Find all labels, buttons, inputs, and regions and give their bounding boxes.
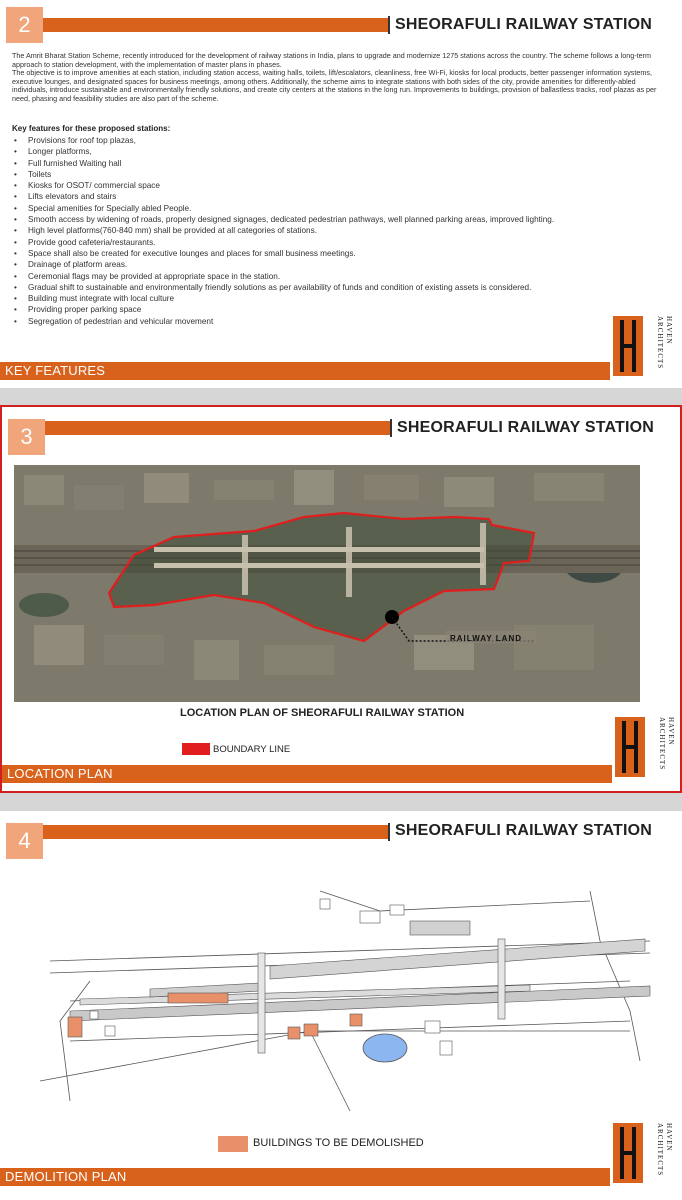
panel-number: 3	[8, 419, 45, 455]
key-features-panel	[0, 0, 682, 388]
list-item: • Providing proper parking space	[14, 304, 634, 315]
footer-bar	[0, 362, 610, 380]
list-item: • Kiosks for OSOT/ commercial space	[14, 180, 634, 191]
list-item: • Segregation of pedestrian and vehicular movement	[14, 316, 634, 327]
demolish-legend-label: BUILDINGS TO BE DEMOLISHED	[253, 1137, 424, 1149]
railway-land-label: RAILWAY LAND	[450, 634, 523, 643]
footer-label: DEMOLITION PLAN	[5, 1169, 127, 1184]
satellite-map	[14, 465, 640, 702]
header-divider	[388, 16, 390, 34]
intro-text	[12, 52, 657, 104]
demolish-legend-swatch	[218, 1136, 248, 1152]
panel-number: 4	[6, 823, 43, 859]
footer-label: LOCATION PLAN	[7, 766, 113, 781]
key-features-heading: Key features for these proposed stations:	[12, 124, 171, 133]
map-caption: LOCATION PLAN OF SHEORAFULI RAILWAY STATION	[180, 707, 465, 719]
intro-paragraph: The objective is to improve amenities at each station, including station access, waiting halls, toilets, lift/escalators, cleanliness, free Wi-Fi, kiosks for local products, better passenger information systems, executive lounges, and designated spaces for business meetings, among others. Additionally, the scheme aims to integrate stations with both sides of the city, provide amenities for differently-abled individuals, introduce sustainable and environmentally friendly solutions, and create city centers at the stations in the long run. Improvements to buildings, provision of ballastless tracks, roof plazas as per need, phasing and feasibility studies are also part of the scheme.	[12, 68, 657, 103]
footer-bar	[2, 765, 612, 783]
boundary-legend-swatch	[182, 743, 210, 755]
panel-title: SHEORAFULI RAILWAY STATION	[395, 822, 653, 839]
haven-architects-logo: HAVEN ARCHITECTS	[615, 717, 677, 779]
list-item: • Building must integrate with local culture	[14, 293, 634, 304]
list-item: • Drainage of platform areas.	[14, 259, 634, 270]
list-item: • Provide good cafeteria/restaurants.	[14, 237, 634, 248]
building-to-demolish	[168, 993, 228, 1003]
panel-number: 2	[6, 7, 43, 43]
list-item: • Special amenities for Specially abled People.	[14, 203, 634, 214]
panel-title: SHEORAFULI RAILWAY STATION	[397, 419, 655, 436]
list-item: • Full furnished Waiting hall	[14, 158, 634, 169]
building-to-demolish	[350, 1014, 362, 1026]
header-bar	[43, 18, 388, 32]
header-divider	[388, 823, 390, 841]
demolition-site-plan	[30, 881, 660, 1121]
list-item: • High level platforms(760-840 mm) shall be provided at all categories of stations.	[14, 225, 634, 236]
footer-bar	[0, 1168, 610, 1186]
header-divider	[390, 419, 392, 437]
demolition-plan-panel	[0, 811, 682, 1200]
list-item: • Smooth access by widening of roads, properly designed signages, dedicated pedestrian pathways, well planned parking areas, improved lighting.	[14, 214, 634, 225]
list-item: • Lifts elevators and stairs	[14, 191, 634, 202]
header-bar	[43, 825, 388, 839]
list-item: • Toilets	[14, 169, 634, 180]
key-features-list	[14, 135, 634, 327]
haven-architects-logo: HAVEN ARCHITECTS	[613, 316, 675, 378]
list-item: • Ceremonial flags may be provided at appropriate space in the station.	[14, 271, 634, 282]
boundary-legend-label: BOUNDARY LINE	[213, 744, 291, 755]
list-item: • Provisions for roof top plazas,	[14, 135, 634, 146]
footer-label: KEY FEATURES	[5, 363, 106, 378]
list-item: • Gradual shift to sustainable and environmentally friendly solutions as per availability of funds and condition of existing assets is considered.	[14, 282, 634, 293]
header-bar	[45, 421, 390, 435]
intro-paragraph: The Amrit Bharat Station Scheme, recently introduced for the development of railway stations in India, plans to upgrade and modernize 1275 stations across the country. The scheme follows a long-term approach to station development, with the implementation of master plans in phases.	[12, 51, 651, 69]
location-plan-panel	[0, 405, 682, 793]
panel-title: SHEORAFULI RAILWAY STATION	[395, 16, 653, 33]
list-item: • Longer platforms,	[14, 146, 634, 157]
building-to-demolish	[304, 1024, 318, 1036]
haven-architects-logo: HAVEN ARCHITECTS	[613, 1123, 675, 1185]
pond	[363, 1034, 407, 1062]
list-item: • Space shall also be created for executive lounges and places for small business meetings.	[14, 248, 634, 259]
building-to-demolish	[68, 1017, 82, 1037]
building-to-demolish	[288, 1027, 300, 1039]
